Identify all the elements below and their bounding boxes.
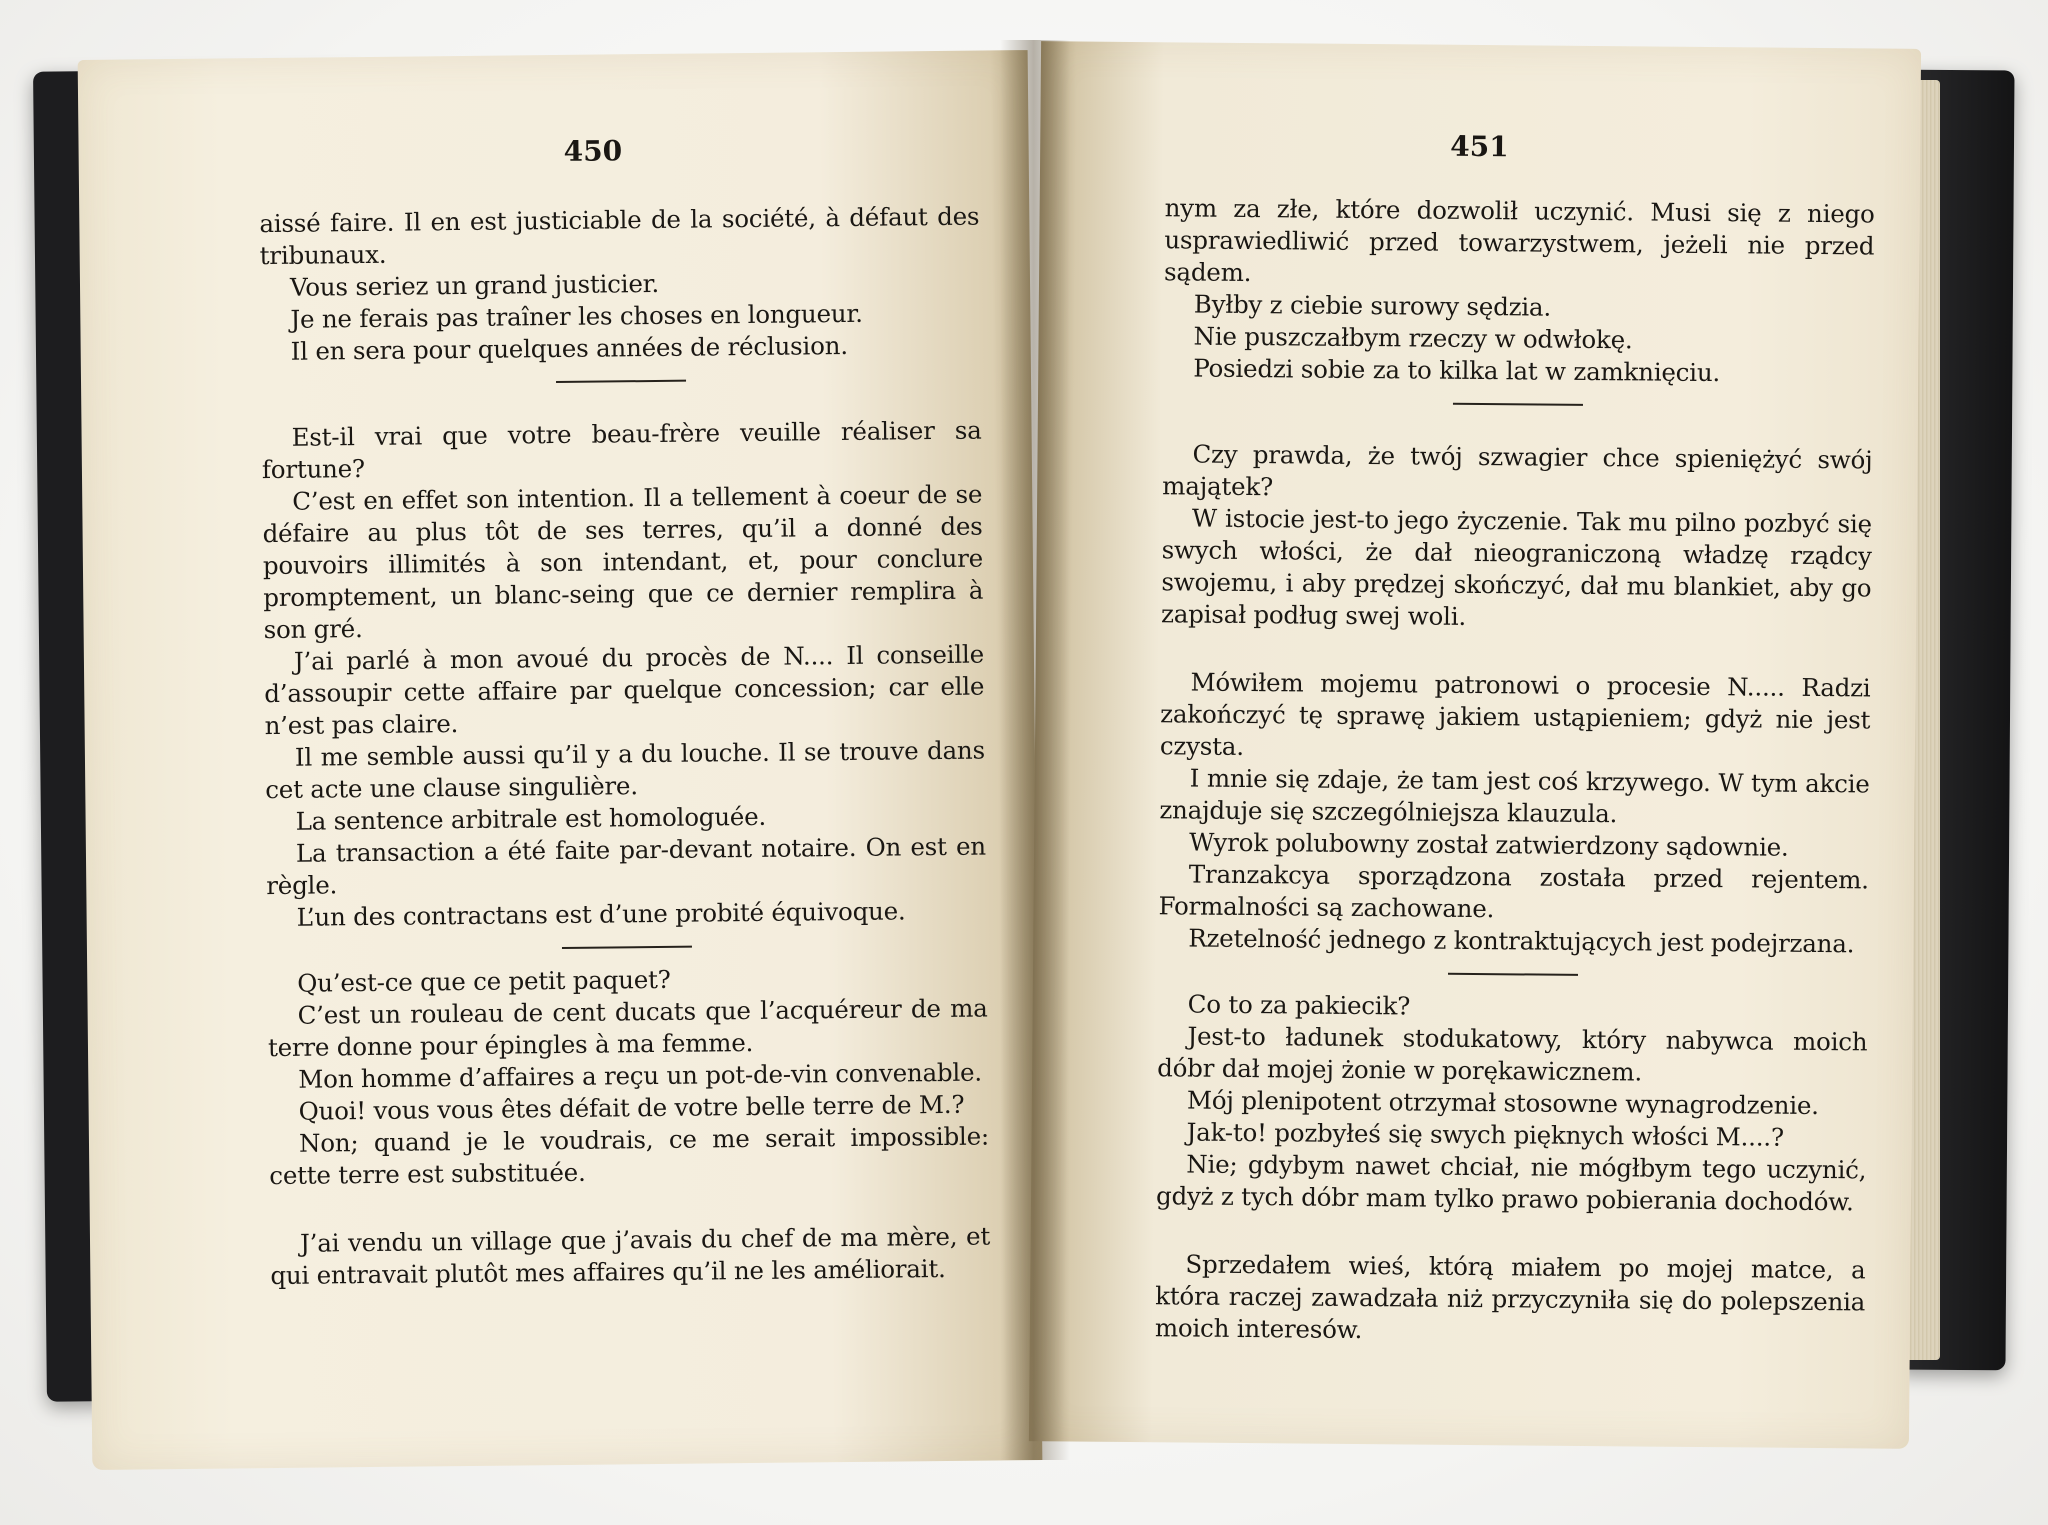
left-paragraph: Vous seriez un grand justicier. — [289, 268, 660, 302]
right-paragraph: Rzetelność jednego z kontraktujących jest podejrzana. — [1188, 923, 1855, 959]
right-paragraph: Co to za pakiecik? — [1187, 989, 1411, 1021]
left-paragraph: aissé faire. Il en est justiciable de la société, à défaut des tribunaux. — [259, 201, 980, 271]
right-paragraph: Mówiłem mojemu patronowi o procesie N..... Radzi zakończyć tę sprawę jakiem ustąpieniem; gdyż nie jest czysta. — [1159, 667, 1871, 761]
left-paragraph: Je ne ferais pas traîner les choses en longueur. — [290, 298, 863, 334]
left-paragraph: Il en sera pour quelques années de réclusion. — [290, 330, 848, 366]
section-divider — [562, 946, 692, 949]
left-paragraph: Est-il vrai que votre beau-frère veuille réaliser sa fortune? — [261, 415, 982, 485]
right-paragraph: Mój plenipotent otrzymał stosowne wynagrodzenie. — [1186, 1085, 1819, 1121]
right-paragraph: I mnie się zdaje, że tam jest coś krzywego. W tym akcie znajduje się szczególniejsza klauzula. — [1159, 763, 1870, 829]
right-paragraph: W istocie jest-to jego życzenie. Tak mu pilno pozbyć się swych włości, że dał nieograniczoną władzę rządcy swojemu, i aby prędzej skończyć, dał mu blankiet, aby go zapisał podług swej woli. — [1161, 503, 1873, 631]
right-paragraph: Czy prawda, że twój szwagier chce spieniężyć swój majątek? — [1162, 439, 1873, 502]
left-paragraph: J’ai parlé à mon avoué du procès de N.... Il conseille d’assoupir cette affaire par quelque concession; car elle n’est pas claire. — [264, 639, 985, 741]
right-paragraph: Jest-to ładunek stodukatowy, który nabywca moich dóbr dał mojej żonie w porękawicznem. — [1157, 1021, 1868, 1087]
right-paragraph: Jak-to! pozbyłeś się swych pięknych włości M....? — [1186, 1117, 1785, 1152]
right-page-text — [1155, 192, 1875, 1350]
right-paragraph: Posiedzi sobie za to kilka lat w zamknięciu. — [1193, 353, 1721, 388]
right-paragraph: Sprzedałem wieś, którą miałem po mojej matce, a która raczej zawadzała niż przyczyniła się do polepszenia moich interesów. — [1154, 1249, 1866, 1345]
left-page-text — [259, 201, 990, 1292]
left-paragraph: C’est en effet son intention. Il a tellement à coeur de se défaire au plus tôt de ses terres, qu’il a donné des pouvoirs illimités à son intendant, et, pour conclure promptement, un blanc-seing que ce dernier remplira à son gré. — [262, 479, 984, 645]
left-paragraph: Qu’est-ce que ce petit paquet? — [297, 964, 671, 998]
right-page-number: 451 — [1450, 129, 1509, 164]
right-page — [1029, 41, 1921, 1449]
right-paragraph: nym za złe, które dozwolił uczynić. Musi się z niego usprawiedliwić przed towarzystwem, jeżeli nie przed sądem. — [1163, 193, 1875, 288]
right-paragraph: Wyrok polubowny został zatwierdzony sądownie. — [1189, 827, 1789, 862]
right-paragraph: Tranzakcya sporządzona została przed rejentem. Formalności są zachowane. — [1158, 859, 1869, 924]
left-paragraph: Quoi! vous vous êtes défait de votre belle terre de M.? — [298, 1089, 965, 1126]
right-paragraph: Nie; gdybym nawet chciał, nie mógłbym tego uczynić, gdyż z tych dóbr mam tylko prawo pobierania dochodów. — [1155, 1149, 1867, 1217]
left-paragraph: J’ai vendu un village que j’avais du chef de ma mère, et qui entravait plutôt mes affaires qu’il ne les améliorait. — [270, 1221, 991, 1291]
left-paragraph: L’un des contractans est d’une probité équivoque. — [296, 896, 906, 932]
left-paragraph: C’est un rouleau de cent ducats que l’acquéreur de ma terre donne pour épingles à ma femme. — [267, 993, 988, 1063]
left-paragraph: Non; quand je le voudrais, ce me serait impossible: cette terre est substituée. — [269, 1121, 990, 1191]
section-divider — [1448, 973, 1578, 976]
right-paragraph: Byłby z ciebie surowy sędzia. — [1193, 289, 1552, 322]
section-divider — [556, 380, 686, 383]
section-divider — [1453, 403, 1583, 406]
right-paragraph: Nie puszczałbym rzeczy w odwłokę. — [1193, 321, 1633, 355]
left-paragraph: La transaction a été faite par-devant notaire. On est en règle. — [266, 831, 987, 901]
left-page-number: 450 — [563, 134, 623, 168]
left-paragraph: Mon homme d’affaires a reçu un pot-de-vin convenable. — [298, 1057, 983, 1094]
left-paragraph: Il me semble aussi qu’il y a du louche. Il se trouve dans cet acte une clause singulière. — [265, 735, 986, 805]
left-paragraph: La sentence arbitrale est homologuée. — [295, 801, 767, 836]
left-page — [78, 50, 1043, 1470]
